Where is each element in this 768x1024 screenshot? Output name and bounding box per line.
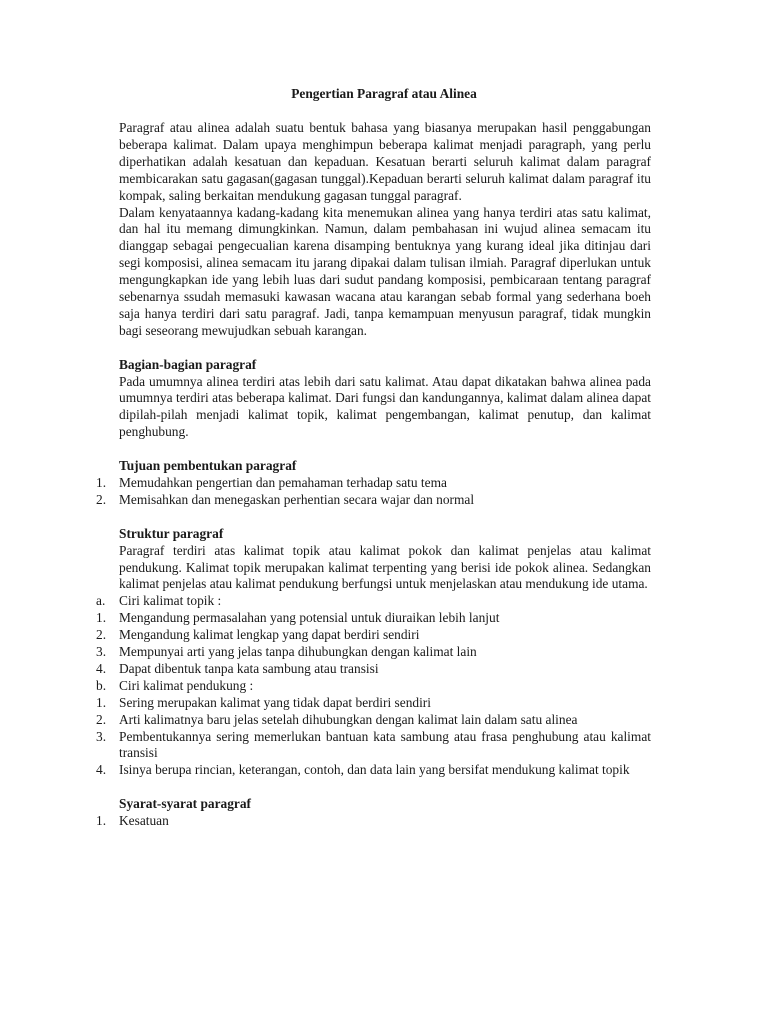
list-item xyxy=(96,711,651,729)
list-marker: 3. xyxy=(96,644,107,660)
list-item xyxy=(96,644,651,661)
list-item-text: Ciri kalimat topik : xyxy=(119,593,222,609)
list-item-text: Ciri kalimat pendukung : xyxy=(119,677,254,693)
list-marker: 1. xyxy=(96,813,107,829)
struktur-paragraph: Paragraf terdiri atas kalimat topik atau kalimat pokok dan kalimat penjelas atau kalimat pendukung. Kalimat topik merupakan kalimat terpenting yang berisi ide pokok alinea. Sedangkan kalimat penjelas atau kalimat pendukung berfungsi untuk menjelaskan atau mendukung ide utama. xyxy=(119,542,651,592)
list-marker: 4. xyxy=(96,762,107,778)
list-item-text: Dapat dibentuk tanpa kata sambung atau transisi xyxy=(119,660,379,676)
list-item-text: Mengandung kalimat lengkap yang dapat berdiri sendiri xyxy=(119,627,420,643)
list-item-text: Kesatuan xyxy=(119,813,169,829)
list-item xyxy=(96,660,651,678)
list-item xyxy=(96,627,651,644)
list-item-text: Arti kalimatnya baru jelas setelah dihubungkan dengan kalimat lain dalam satu alinea xyxy=(119,711,578,727)
section-heading-bagian: Bagian-bagian paragraf xyxy=(119,356,257,372)
list-item xyxy=(96,762,651,779)
section-heading-syarat: Syarat-syarat paragraf xyxy=(119,796,252,812)
list-item xyxy=(96,491,651,509)
list-marker: 2. xyxy=(96,491,107,507)
list-item-text: Sering merupakan kalimat yang tidak dapat berdiri sendiri xyxy=(119,694,431,710)
list-item-text: Memisahkan dan menegaskan perhentian secara wajar dan normal xyxy=(119,491,475,507)
section-heading-struktur: Struktur paragraf xyxy=(119,525,224,541)
bagian-paragraph: Pada umumnya alinea terdiri atas lebih dari satu kalimat. Atau dapat dikatakan bahwa alinea pada umumnya terdiri atas beberapa kalimat. Dari fungsi dan kandungannya, kalimat dalam alinea dapat dipilah-pilah menjadi kalimat topik, kalimat pengembangan, kalimat penutup, dan kalimat penghubung. xyxy=(119,373,651,440)
intro-paragraph: Paragraf atau alinea adalah suatu bentuk bahasa yang biasanya merupakan hasil penggabungan beberapa kalimat. Dalam upaya menghimpun beberapa kalimat menjadi paragraph, yang perlu diperhatikan adalah kesatuan dan kepaduan. Kesatuan berarti seluruh kalimat dalam paragraf membicarakan satu gagasan(gagasan tunggal).Kepaduan berarti seluruh kalimat dalam paragraf itu kompak, saling berkaitan mendukung gagasan tunggal paragraf. xyxy=(119,120,651,203)
list-marker: 4. xyxy=(96,660,107,676)
document-body xyxy=(96,120,651,830)
list-item xyxy=(96,677,651,695)
list-marker: a. xyxy=(96,593,106,609)
list-item-text: Isinya berupa rincian, keterangan, contoh, dan data lain yang bersifat mendukung kalimat topik xyxy=(119,762,630,778)
list-item xyxy=(96,813,651,830)
list-marker: 2. xyxy=(96,711,107,727)
list-marker: 1. xyxy=(96,610,107,626)
list-marker: 1. xyxy=(96,475,107,490)
list-item-text: Mempunyai arti yang jelas tanpa dihubungkan dengan kalimat lain xyxy=(119,644,477,660)
list-item-text: Pembentukannya sering memerlukan bantuan kata sambung atau frasa penghubung atau kalimat transisi xyxy=(119,728,651,761)
list-marker: 3. xyxy=(96,728,107,744)
list-item-text: Mengandung permasalahan yang potensial untuk diuraikan lebih lanjut xyxy=(119,610,500,626)
list-marker: b. xyxy=(96,677,107,693)
list-item-text: Memudahkan pengertian dan pemahaman terhadap satu tema xyxy=(119,475,447,490)
list-item xyxy=(96,475,651,492)
list-marker: 2. xyxy=(96,627,107,643)
section-heading-tujuan: Tujuan pembentukan paragraf xyxy=(119,458,297,474)
list-item xyxy=(96,610,651,627)
intro-paragraph: Dalam kenyataannya kadang-kadang kita menemukan alinea yang hanya terdiri atas satu kalimat, dan hal itu memang dimungkinkan. Namun, dalam pembahasan ini wujud alinea semacam itu dianggap sebagai pengecualian karena disamping bentuknya yang kurang ideal jika ditinjau dari segi komposisi, alinea semacam itu jarang dipakai dalam tulisan ilmiah. Paragraf diperlukan untuk mengungkapkan ide yang lebih luas dari sudut pandang komposisi, pembicaraan tentang paragraf sebenarnya ssudah memasuki kawasan wacana atau karangan sebab formal yang sederhana boeh saja hanya terdiri dari satu paragraf. Jadi, tanpa kemampuan menyusun paragraf, tidak mungkin bagi seseorang mewujudkan sebuah karangan. xyxy=(119,204,651,338)
page-title: Pengertian Paragraf atau Alinea xyxy=(291,86,477,101)
list-item xyxy=(96,728,651,763)
list-item xyxy=(96,694,651,712)
list-item xyxy=(96,593,651,610)
list-marker: 1. xyxy=(96,694,107,710)
